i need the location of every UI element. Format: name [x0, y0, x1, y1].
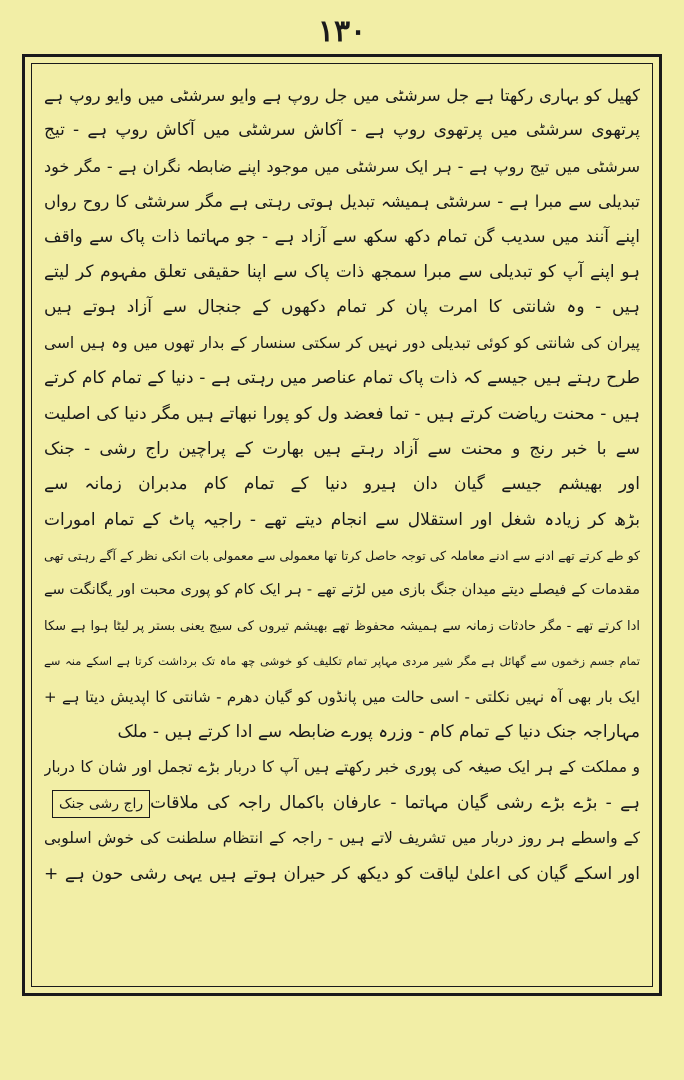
text-line: ہو اپنے آپ کو تبدیلی سے مبرا سمجھ ذات پاک سے اپنا حقیقی تعلق مفہوم کر لیتے — [44, 261, 640, 282]
side-label: راج رشی جنک — [52, 790, 150, 818]
text-line: کو طے کرتے تھے ادنے سے ادنے معاملہ کی توجہ حاصل کرتا تھا معمولی سے معمولی بات انکی نظر کے آگے رہتی تھی — [44, 548, 640, 564]
text-line: ہیں - محنت ریاضت کرتے ہیں - تما فعضد ول کو پورا نبھاتے ہیں مگر دنیا کی اصلیت — [44, 403, 640, 424]
text-line: اور اسکے گیان کی اعلیٰ لیاقت کو دیکھ کر حیران ہوتے ہیں یہی رشی حون ہے + — [44, 863, 640, 884]
text-line: پیران کی شانتی کو کوئی تبدیلی دور نہیں کر سکتی سنسار کے بدار تھوں میں وہ ہیں اسی — [44, 333, 640, 352]
text-line: سرشٹی میں تیج روپ ہے - ہر ایک سرشٹی میں موجود اپنے ضابطہ نگران ہے - مگر خود — [44, 156, 640, 176]
text-line: اور بھیشم جیسے گیان دان ہیرو دنیا کے تمام کام مدبران زمانہ سے — [44, 474, 640, 495]
text-line: مہاراجہ جنک دنیا کے تمام کام - وزرہ پورے ضابطہ سے ادا کرتے ہیں - ملک — [117, 722, 640, 743]
page-border-inner — [31, 63, 653, 987]
text-line: ادا کرتے تھے - مگر حادثات زمانہ سے ہمیشہ محفوظ تھے بھیشم تیروں کی سیج یعنی بستر پر لیٹا ہوا ہے سکا — [44, 618, 640, 634]
text-line: کے واسطے ہر روز دربار میں تشریف لاتے ہیں - راجہ کے انتظام سلطنت کی خوش اسلوبی — [44, 829, 640, 848]
text-line: تبدیلی سے مبرا ہے - سرشٹی ہمیشہ تبدیل ہوتی رہتی ہے مگر سرشٹی کا روح رواں — [44, 192, 640, 212]
text-line: کھیل کو بہاری رکھتا ہے جل سرشٹی میں جل روپ ہے وایو سرشٹی میں وایو روپ ہے — [44, 86, 640, 105]
page-number: ۱۳۰ — [317, 14, 367, 49]
text-line: ہیں - وہ شانتی کا امرت پان کر تمام دکھوں کے جنجال سے آزاد ہوتے ہیں — [44, 297, 640, 318]
text-line: سے با خبر رنج و محنت سے آزاد رہتے ہیں بھارت کے پراچین راج رشی - جنک — [44, 438, 640, 459]
text-line: طرح رہتے ہیں جیسے کہ ذات پاک تمام عناصر میں رہتی ہے - دنیا کے تمام کام کرتے — [44, 368, 640, 389]
text-line: پرتھوی سرشٹی میں پرتھوی روپ ہے - آکاش سرشٹی میں آکاش روپ ہے - تیج — [44, 120, 640, 141]
text-line: ایک بار بھی آہ نہیں نکلتی - اسی حالت میں پانڈوں کو گیان دھرم - شانتی کا اپدیش دیتا ہے + — [44, 687, 640, 706]
text-line-with-label — [44, 786, 640, 821]
text-line: ہے - بڑے بڑے رشی گیان مہاتما - عارفان باکمال راجہ کی ملاقات — [150, 792, 640, 813]
page-border — [22, 54, 662, 996]
text-line: و مملکت کے ہر ایک صیغہ کی پوری خبر رکھتے ہیں آپ کا دربار بڑے تجمل اور شان کا دربار — [44, 758, 640, 777]
text-line: تمام جسم زخموں سے گھائل ہے مگر شیر مردی مہاپر تمام تکلیف کو خوشی چھ ماہ تک برداشت کرتا ہے اسکے منہ سے — [44, 654, 640, 669]
text-line: مقدمات کے فیصلے دیتے میدان جنگ بازی میں لڑتے تھے - ہر ایک کام کو پوری محبت اور یگانگت سے — [44, 582, 640, 599]
text-line: بڑھ کر زیادہ شغل اور استقلال سے انجام دیتے تھے - راجیہ پاٹ کے تمام امورات — [44, 509, 640, 530]
text-line: اپنے آنند میں سدیب گن تمام دکھ سکھ سے آزاد ہے - جو مہاتما ذات پاک سے واقف — [44, 226, 640, 247]
body-text — [44, 78, 640, 974]
